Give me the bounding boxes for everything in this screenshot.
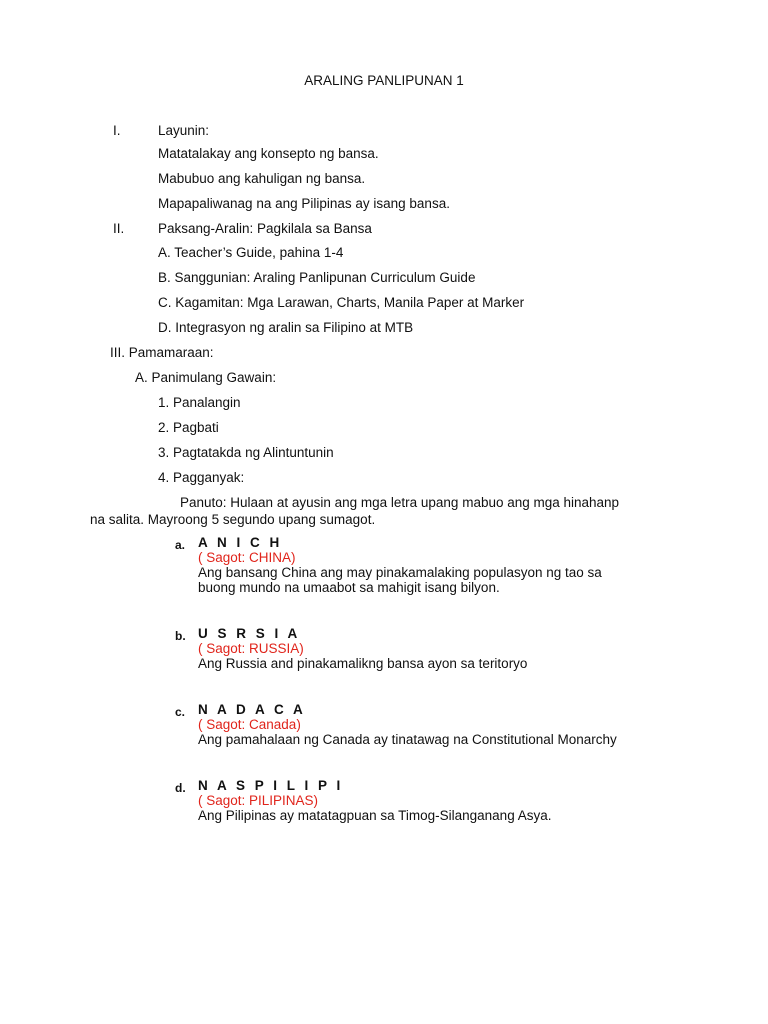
procedure-step: 2. Pagbati [158, 420, 219, 435]
procedure-step: 4. Pagganyak: [158, 470, 245, 485]
answer-text: ( Sagot: CHINA) [198, 550, 296, 565]
scrambled-word: A N I C H [198, 535, 283, 550]
subject-item: D. Integrasyon ng aralin sa Filipino at MTB [158, 320, 414, 335]
answer-description: Ang pamahalaan ng Canada ay tinatawag na Constitutional Monarchy [198, 732, 617, 747]
puzzle-marker: c. [175, 705, 186, 719]
section-2-heading: Paksang-Aralin: Pagkilala sa Bansa [158, 221, 372, 236]
answer-description: Ang Pilipinas ay matatagpuan sa Timog-Silanganang Asya. [198, 808, 552, 823]
answer-description: Ang Russia and pinakamalikng bansa ayon sa teritoryo [198, 656, 528, 671]
section-2-numeral: II. [113, 221, 125, 236]
section-1-heading: Layunin: [158, 123, 210, 138]
procedure-step: 1. Panalangin [158, 395, 241, 410]
objective-item: Mabubuo ang kahuligan ng bansa. [158, 171, 366, 186]
instruction-line: na salita. Mayroong 5 segundo upang sumagot. [90, 512, 376, 527]
subject-item: A. Teacher’s Guide, pahina 1-4 [158, 245, 344, 260]
objective-item: Mapapaliwanag na ang Pilipinas ay isang bansa. [158, 196, 450, 211]
document-title: ARALING PANLIPUNAN 1 [304, 73, 464, 88]
scrambled-word: U S R S I A [198, 626, 301, 641]
answer-text: ( Sagot: PILIPINAS) [198, 793, 319, 808]
answer-description: buong mundo na umaabot sa mahigit isang bilyon. [198, 580, 500, 595]
puzzle-marker: b. [175, 629, 186, 643]
puzzle-marker: d. [175, 781, 186, 795]
scrambled-word: N A D A C A [198, 702, 306, 717]
procedure-step: 3. Pagtatakda ng Alintuntunin [158, 445, 334, 460]
answer-description: Ang bansang China ang may pinakamalaking populasyon ng tao sa [198, 565, 602, 580]
objective-item: Matatalakay ang konsepto ng bansa. [158, 146, 379, 161]
instruction-line: Panuto: Hulaan at ayusin ang mga letra upang mabuo ang mga hinahanp [180, 495, 620, 510]
section-1-numeral: I. [113, 123, 121, 138]
subject-item: C. Kagamitan: Mga Larawan, Charts, Manila Paper at Marker [158, 295, 525, 310]
answer-text: ( Sagot: Canada) [198, 717, 301, 732]
subject-item: B. Sanggunian: Araling Panlipunan Curriculum Guide [158, 270, 476, 285]
section-3-heading: III. Pamamaraan: [110, 345, 214, 360]
puzzle-marker: a. [175, 538, 186, 552]
answer-text: ( Sagot: RUSSIA) [198, 641, 304, 656]
scrambled-word: N A S P I L I P I [198, 778, 344, 793]
section-3-subheading: A. Panimulang Gawain: [135, 370, 277, 385]
